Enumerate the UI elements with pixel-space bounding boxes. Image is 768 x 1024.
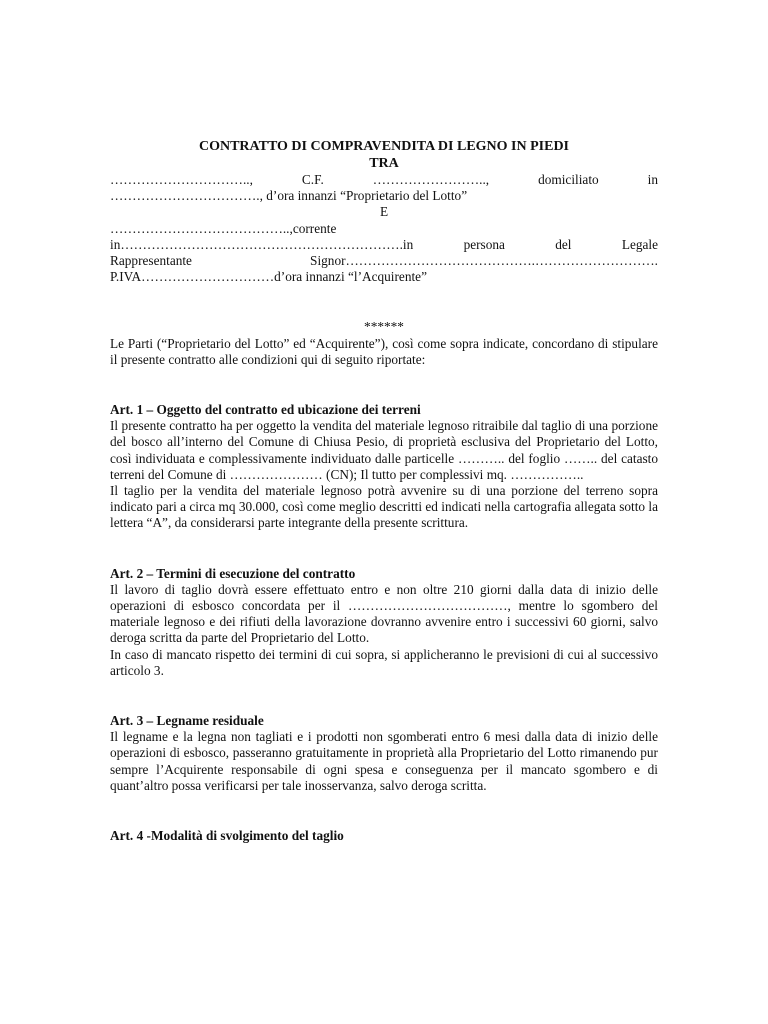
stars-separator: ****** — [364, 319, 404, 335]
party1-line1: ………………………….., C.F. …………………….., domiciliato in — [110, 172, 658, 187]
tra-heading: TRA — [369, 156, 399, 171]
article-1-paragraph-2: Il taglio per la vendita del materiale legnoso potrà avvenire su di una porzione del terreno sopra indicato pari a circa mq 30.000, così come meglio descritti ed indicati nella cartografia allegata sotto la lettera “A”, da considerarsi parte integrante della presente scrittura. — [110, 483, 658, 531]
intro-paragraph: Le Parti (“Proprietario del Lotto” ed “Acquirente”), così come sopra indicate, concordano di stipulare il presente contratto alle condizioni qui di seguito riportate: — [110, 335, 658, 367]
party2-line1: …………………………………..,corrente — [110, 220, 337, 236]
article-4-title: Art. 4 -Modalità di svolgimento del taglio — [110, 828, 344, 844]
party2-line4: P.IVA…………………………d’ora innanzi “l’Acquirente” — [110, 269, 427, 285]
e-separator: E — [379, 204, 389, 220]
party1-line2: ……………………………., d’ora innanzi “Proprietario del Lotto” — [110, 188, 468, 204]
article-3-paragraph-1: Il legname e la legna non tagliati e i prodotti non sgomberati entro 6 mesi dalla data di inizio delle operazioni di esbosco, passeranno gratuitamente in proprietà alla Proprietario del Lotto rimanendo pur sempre l’Acquirente responsabile di ogni spesa e conseguenza per il mancato sgombero e di quant’altro possa verificarsi per tale inosservanza, salvo deroga scritta. — [110, 729, 658, 793]
party2-line3: Rappresentante Signor…………………………………….………………………. — [110, 253, 658, 269]
party2-line2: in……………………………………………………….in persona del Legale — [110, 236, 658, 252]
article-3-title: Art. 3 – Legname residuale — [110, 713, 264, 729]
document-body — [110, 138, 658, 844]
article-1-paragraph-1: Il presente contratto ha per oggetto la vendita del materiale legnoso ritraibile dal taglio di una porzione del bosco all’interno del Comune di Chiusa Pesio, di proprietà esclusiva del Proprietario del Lotto, così individuata e complessivamente individuato dalle particelle ……….. del foglio …….. del catasto terreni del Comune di ………………… (CN); Il tutto per complessivi mq. …………….. — [110, 418, 658, 482]
article-2-paragraph-2: In caso di mancato rispetto dei termini di cui sopra, si applicheranno le previsioni di cui al successivo articolo 3. — [110, 646, 658, 678]
document-title: CONTRATTO DI COMPRAVENDITA DI LEGNO IN PIEDI — [198, 139, 569, 154]
article-2-title: Art. 2 – Termini di esecuzione del contratto — [110, 565, 356, 581]
article-1-title: Art. 1 – Oggetto del contratto ed ubicazione dei terreni — [110, 402, 421, 418]
article-2-paragraph-1: Il lavoro di taglio dovrà essere effettuato entro e non oltre 210 giorni dalla data di inizio delle operazioni di esbosco concordata per il ………………………………, mentre lo sgombero del materiale legnoso e dei rifiuti della lavorazione dovranno avvenire entro i successivi 60 giorni, salvo deroga scritta da parte del Proprietario del Lotto. — [110, 581, 658, 646]
